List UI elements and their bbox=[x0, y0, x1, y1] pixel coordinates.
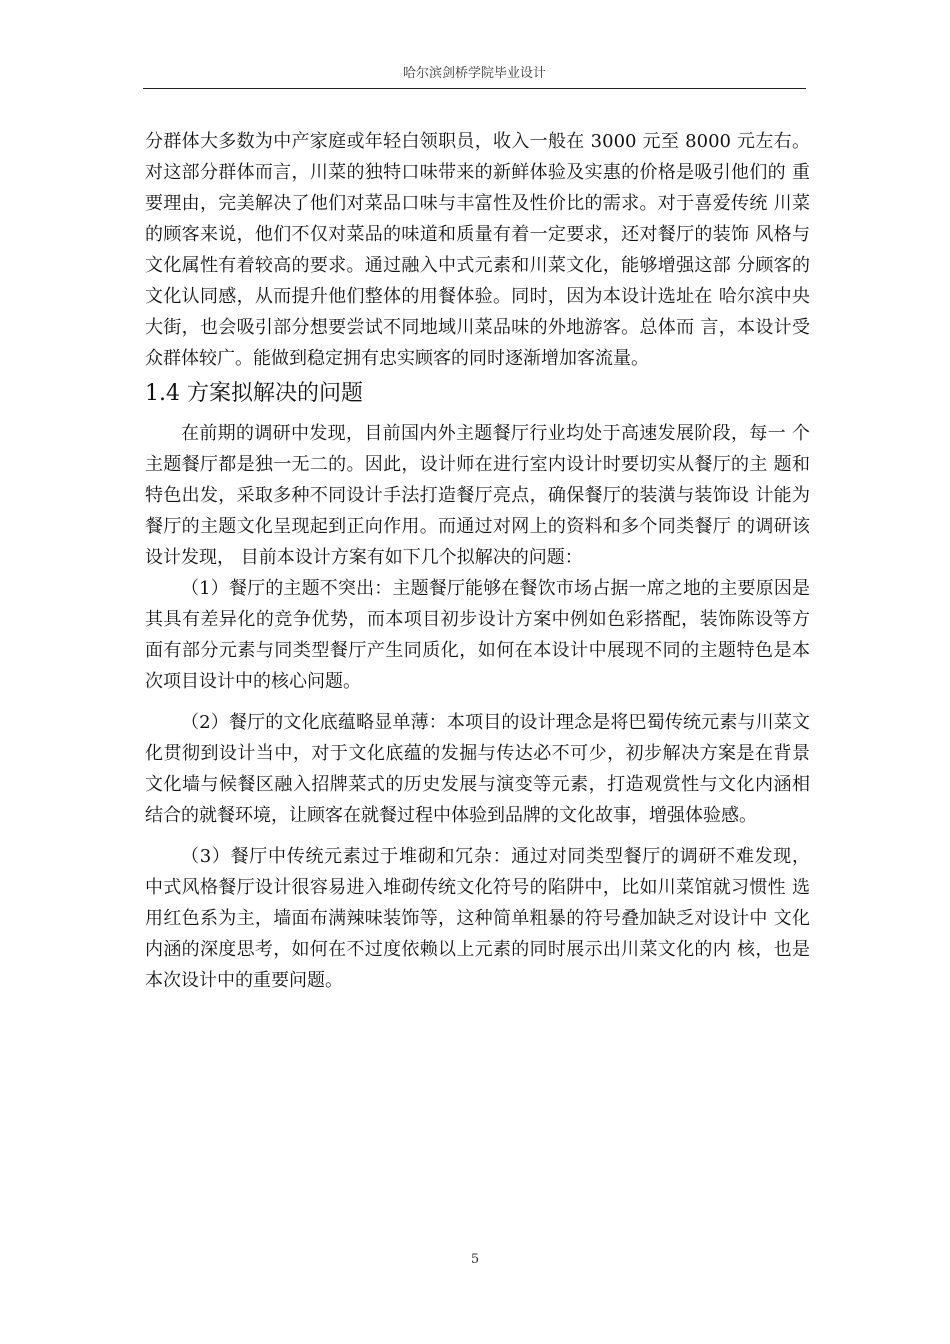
intro-paragraph: 分群体大多数为中产家庭或年轻白领职员，收入一般在 3000 元至 8000 元左右。 对这部分群体而言，川菜的独特口味带来的新鲜体验及实惠的价格是吸引他们的 重要理由，完美解决了他们对菜品口味与丰富性及性价比的需求。对于喜爱传统 川菜的顾客来说，他们不仅对菜品的味道和质量有着一定要求，还对餐厅的装饰 风格与文化属性有着较高的要求。通过融入中式元素和川菜文化，能够增强这部 分顾客的文化认同感，从而提升他们整体的用餐体验。同时，因为本设计选址在 哈尔滨中央大街，也会吸引部分想要尝试不同地域川菜品味的外地游客。总体而 言，本设计受众群体较广。能做到稳定拥有忠实顾客的同时逐渐增加客流量。 bbox=[145, 131, 810, 369]
section-heading: 1.4 方案拟解决的问题 bbox=[145, 381, 363, 406]
page-number: 5 bbox=[470, 1252, 480, 1267]
problem-item-2: （2）餐厅的文化底蕴略显单薄：本项目的设计理念是将巴蜀传统元素与川菜文化贯彻到设计当中，对于文化底蕴的发掘与传达必不可少，初步解决方案是在背景文化墙与候餐区融入招牌菜式的历史发展与演变等元素，打造观赏性与文化内涵相结合的就餐环境，让顾客在就餐过程中体验到品牌的文化故事，增强体验感。 bbox=[145, 712, 810, 826]
document-body bbox=[145, 126, 810, 996]
page-header bbox=[143, 64, 806, 89]
problem-item-3: （3）餐厅中传统元素过于堆砌和冗杂：通过对同类型餐厅的调研不难发现， 中式风格餐厅设计很容易进入堆砌传统文化符号的陷阱中，比如川菜馆就习惯性 选用红色系为主，墙面布满辣味装饰等，这种简单粗暴的符号叠加缺乏对设计中 文化内涵的深度思考，如何在不过度依赖以上元素的同时展示出川菜文化的内 核，也是本次设计中的重要问题。 bbox=[145, 846, 810, 991]
header-title: 哈尔滨剑桥学院毕业设计 bbox=[402, 66, 546, 81]
problem-item-1: （1）餐厅的主题不突出：主题餐厅能够在餐饮市场占据一席之地的主要原因是其具有差异化的竞争优势，而本项目初步设计方案中例如色彩搭配，装饰陈设等方面有部分元素与同类型餐厅产生同质化，如何在本设计中展现不同的主题特色是本次项目设计中的核心问题。 bbox=[145, 578, 810, 692]
section-intro-paragraph: 在前期的调研中发现，目前国内外主题餐厅行业均处于高速发展阶段，每一 个主题餐厅都是独一无二的。因此，设计师在进行室内设计时要切实从餐厅的主 题和特色出发，采取多种不同设计手法打造餐厅亮点，确保餐厅的装潢与装饰设 计能为餐厅的主题文化呈现起到正向作用。而通过对网上的资料和多个同类餐厅 的调研该设计发现， 目前本设计方案有如下几个拟解决的问题： bbox=[145, 423, 810, 568]
